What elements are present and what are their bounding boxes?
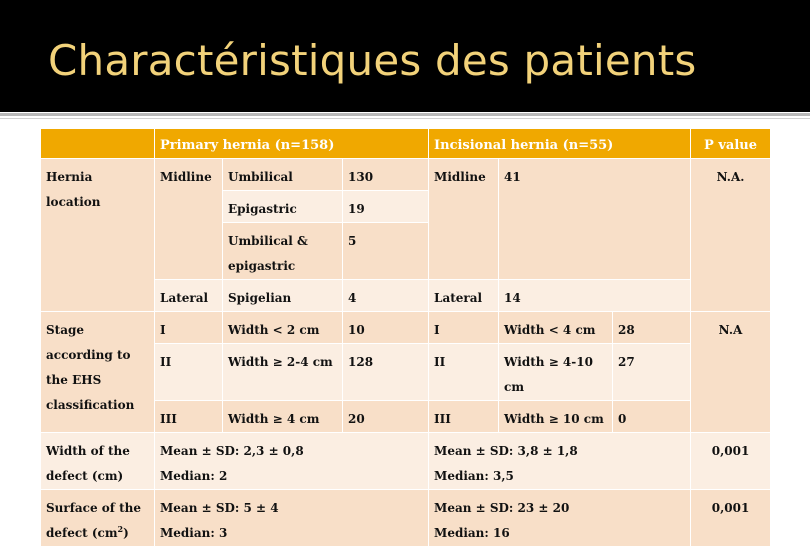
table-row <box>41 433 771 490</box>
incisional-width-stats <box>429 433 691 490</box>
primary-midline-label: Midline <box>155 159 223 280</box>
primary-stage: I <box>155 312 223 344</box>
surface-defect-label <box>41 490 155 547</box>
spigelian-label: Spigelian <box>223 280 343 312</box>
incisional-stage-width: Width < 4 cm <box>499 312 613 344</box>
primary-surface-stats <box>155 490 429 547</box>
primary-stage-count: 20 <box>343 401 429 433</box>
surface-label-sup: 2 <box>117 524 124 534</box>
primary-lateral-label: Lateral <box>155 280 223 312</box>
patient-characteristics-table <box>40 128 771 547</box>
incisional-stage-width: Width ≥ 10 cm <box>499 401 613 433</box>
epigastric-count: 19 <box>343 191 429 223</box>
location-p-value: N.A. <box>691 159 771 312</box>
incisional-surface-stats <box>429 490 691 547</box>
header-p-value: P value <box>691 129 771 159</box>
primary-surface-mean: Mean ± SD: 5 ± 4 <box>160 501 279 515</box>
hernia-location-label: Hernia location <box>41 159 155 312</box>
primary-width-stats <box>155 433 429 490</box>
primary-surface-median: Median: 3 <box>160 526 228 540</box>
table-row <box>41 312 771 344</box>
primary-stage-count: 10 <box>343 312 429 344</box>
umbilical-label: Umbilical <box>223 159 343 191</box>
incisional-midline-label: Midline <box>429 159 499 280</box>
incisional-lateral-label: Lateral <box>429 280 499 312</box>
title-bar <box>0 0 810 112</box>
width-defect-label: Width of the defect (cm) <box>41 433 155 490</box>
incisional-stage: III <box>429 401 499 433</box>
incisional-lateral-count: 14 <box>499 280 691 312</box>
incisional-stage-count: 28 <box>613 312 691 344</box>
table-header-row <box>41 129 771 159</box>
primary-stage: II <box>155 344 223 401</box>
primary-stage-width: Width < 2 cm <box>223 312 343 344</box>
umbilical-epigastric-count: 5 <box>343 223 429 280</box>
width-p-value: 0,001 <box>691 433 771 490</box>
table-row <box>41 490 771 547</box>
incisional-stage-width: Width ≥ 4-10 cm <box>499 344 613 401</box>
table-row <box>41 159 771 191</box>
surface-p-value: 0,001 <box>691 490 771 547</box>
incisional-width-median: Median: 3,5 <box>434 469 514 483</box>
incisional-width-mean: Mean ± SD: 3,8 ± 1,8 <box>434 444 578 458</box>
slide-title: Charactéristiques des patients <box>48 36 697 85</box>
divider-thin <box>0 118 810 119</box>
header-empty-cell <box>41 129 155 159</box>
primary-width-median: Median: 2 <box>160 469 228 483</box>
epigastric-label: Epigastric <box>223 191 343 223</box>
surface-label-text: Surface of the defect (cm <box>46 501 142 540</box>
incisional-surface-mean: Mean ± SD: 23 ± 20 <box>434 501 570 515</box>
stage-p-value: N.A <box>691 312 771 433</box>
incisional-stage: I <box>429 312 499 344</box>
primary-width-mean: Mean ± SD: 2,3 ± 0,8 <box>160 444 304 458</box>
incisional-stage-count: 27 <box>613 344 691 401</box>
header-primary-hernia: Primary hernia (n=158) <box>155 129 429 159</box>
incisional-surface-median: Median: 16 <box>434 526 510 540</box>
header-incisional-hernia: Incisional hernia (n=55) <box>429 129 691 159</box>
incisional-midline-count: 41 <box>499 159 691 280</box>
spigelian-count: 4 <box>343 280 429 312</box>
stage-label: Stage according to the EHS classification <box>41 312 155 433</box>
primary-stage-count: 128 <box>343 344 429 401</box>
primary-stage-width: Width ≥ 2-4 cm <box>223 344 343 401</box>
umbilical-epigastric-label: Umbilical & epigastric <box>223 223 343 280</box>
umbilical-count: 130 <box>343 159 429 191</box>
primary-stage: III <box>155 401 223 433</box>
surface-label-end: ) <box>123 526 129 540</box>
incisional-stage: II <box>429 344 499 401</box>
incisional-stage-count: 0 <box>613 401 691 433</box>
divider-thick <box>0 113 810 116</box>
primary-stage-width: Width ≥ 4 cm <box>223 401 343 433</box>
